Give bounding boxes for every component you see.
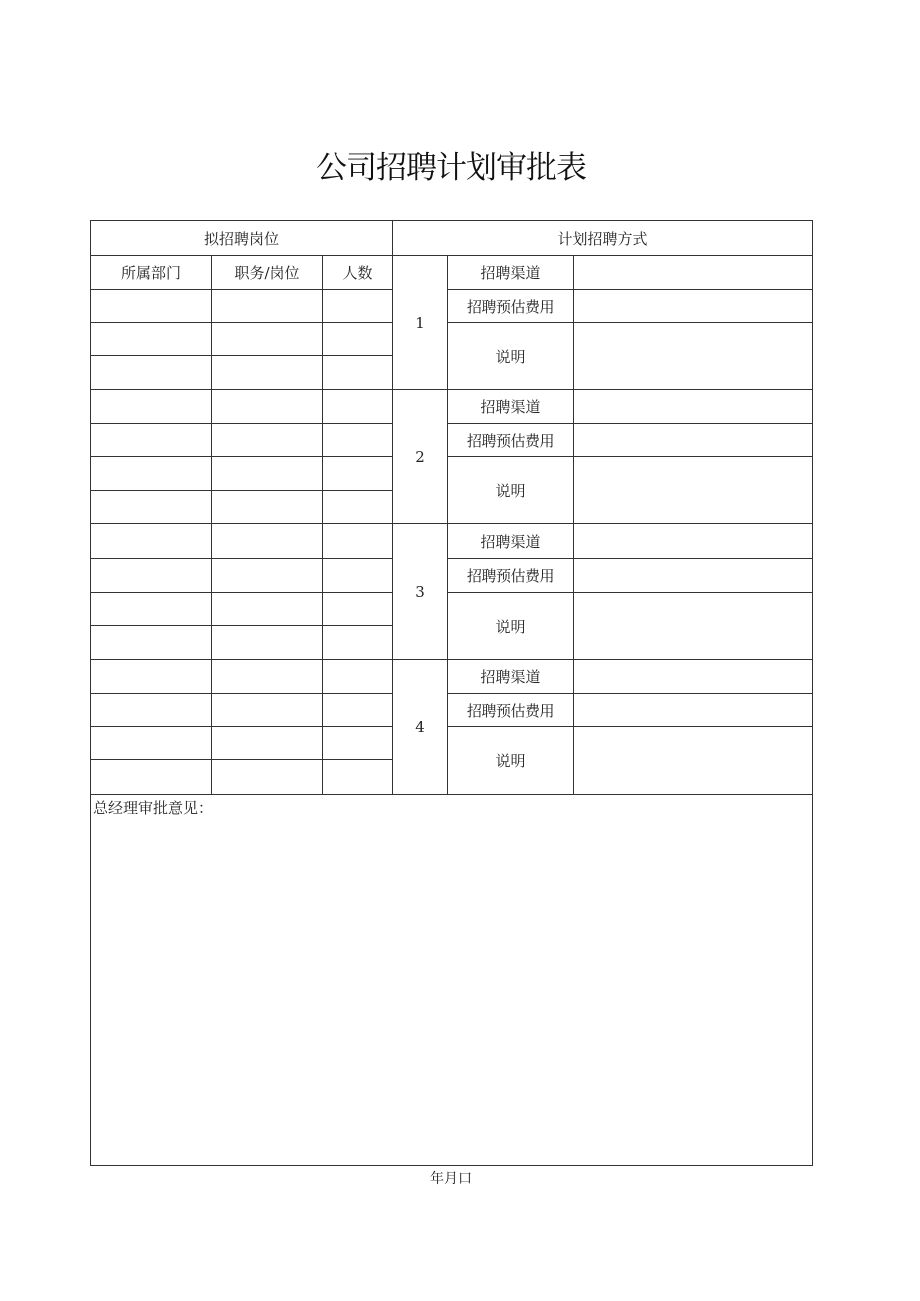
note-value-cell[interactable]	[574, 457, 813, 524]
channel-value-cell[interactable]	[574, 390, 813, 424]
form-title: 公司招聘计划审批表	[316, 150, 586, 186]
table-row	[91, 424, 813, 457]
table-row	[91, 593, 813, 626]
plan-index: 4	[393, 660, 448, 795]
department-cell[interactable]	[91, 626, 212, 660]
headcount-cell[interactable]	[323, 424, 393, 457]
department-cell[interactable]	[91, 593, 212, 626]
proposed-positions-header: 拟招聘岗位	[91, 221, 393, 256]
table-row	[91, 390, 813, 424]
position-cell[interactable]	[212, 626, 323, 660]
department-cell[interactable]	[91, 559, 212, 593]
position-cell[interactable]	[212, 356, 323, 390]
headcount-cell[interactable]	[323, 727, 393, 760]
position-cell[interactable]	[212, 457, 323, 491]
table-row	[91, 323, 813, 356]
channel-value-cell[interactable]	[574, 660, 813, 694]
position-cell[interactable]	[212, 593, 323, 626]
position-cell[interactable]	[212, 491, 323, 524]
date-line: 年月口	[430, 1171, 472, 1187]
headcount-cell[interactable]	[323, 760, 393, 795]
department-cell[interactable]	[91, 760, 212, 795]
recruitment-method-header: 计划招聘方式	[393, 221, 813, 256]
table-row	[91, 727, 813, 760]
channel-value-cell[interactable]	[574, 256, 813, 290]
department-column-header: 所属部门	[91, 256, 212, 290]
cost-value-cell[interactable]	[574, 290, 813, 323]
department-cell[interactable]	[91, 727, 212, 760]
cost-label: 招聘预估费用	[448, 559, 574, 593]
approval-row	[91, 795, 813, 1166]
position-cell[interactable]	[212, 660, 323, 694]
approval-cell[interactable]	[91, 795, 813, 1166]
position-cell[interactable]	[212, 559, 323, 593]
department-cell[interactable]	[91, 290, 212, 323]
note-value-cell[interactable]	[574, 323, 813, 390]
position-cell[interactable]	[212, 760, 323, 795]
headcount-cell[interactable]	[323, 390, 393, 424]
table-row	[91, 290, 813, 323]
table-row	[91, 524, 813, 559]
headcount-cell[interactable]	[323, 457, 393, 491]
department-cell[interactable]	[91, 660, 212, 694]
department-cell[interactable]	[91, 491, 212, 524]
recruitment-plan-table	[90, 220, 813, 1166]
headcount-cell[interactable]	[323, 694, 393, 727]
position-column-header: 职务/岗位	[212, 256, 323, 290]
position-cell[interactable]	[212, 524, 323, 559]
position-cell[interactable]	[212, 424, 323, 457]
headcount-cell[interactable]	[323, 559, 393, 593]
department-cell[interactable]	[91, 323, 212, 356]
header-row	[91, 221, 813, 256]
department-cell[interactable]	[91, 524, 212, 559]
plan-index: 2	[393, 390, 448, 524]
cost-value-cell[interactable]	[574, 694, 813, 727]
department-cell[interactable]	[91, 356, 212, 390]
headcount-cell[interactable]	[323, 660, 393, 694]
channel-label: 招聘渠道	[448, 390, 574, 424]
approval-label: 总经理审批意见：	[93, 799, 214, 817]
headcount-cell[interactable]	[323, 356, 393, 390]
headcount-cell[interactable]	[323, 290, 393, 323]
position-cell[interactable]	[212, 390, 323, 424]
note-label: 说明	[448, 457, 574, 524]
position-cell[interactable]	[212, 323, 323, 356]
note-label: 说明	[448, 593, 574, 660]
note-label: 说明	[448, 727, 574, 795]
department-cell[interactable]	[91, 424, 212, 457]
table-row	[91, 660, 813, 694]
department-cell[interactable]	[91, 390, 212, 424]
headcount-cell[interactable]	[323, 524, 393, 559]
headcount-cell[interactable]	[323, 323, 393, 356]
department-cell[interactable]	[91, 457, 212, 491]
cost-label: 招聘预估费用	[448, 694, 574, 727]
channel-label: 招聘渠道	[448, 256, 574, 290]
plan-index: 1	[393, 256, 448, 390]
cost-label: 招聘预估费用	[448, 290, 574, 323]
cost-label: 招聘预估费用	[448, 424, 574, 457]
department-cell[interactable]	[91, 694, 212, 727]
table-row	[91, 559, 813, 593]
note-value-cell[interactable]	[574, 593, 813, 660]
table-row	[91, 256, 813, 290]
plan-index: 3	[393, 524, 448, 660]
note-label: 说明	[448, 323, 574, 390]
table-row	[91, 457, 813, 491]
headcount-cell[interactable]	[323, 491, 393, 524]
position-cell[interactable]	[212, 290, 323, 323]
note-value-cell[interactable]	[574, 727, 813, 795]
headcount-column-header: 人数	[323, 256, 393, 290]
position-cell[interactable]	[212, 694, 323, 727]
channel-label: 招聘渠道	[448, 524, 574, 559]
headcount-cell[interactable]	[323, 593, 393, 626]
cost-value-cell[interactable]	[574, 424, 813, 457]
table-row	[91, 694, 813, 727]
cost-value-cell[interactable]	[574, 559, 813, 593]
channel-label: 招聘渠道	[448, 660, 574, 694]
headcount-cell[interactable]	[323, 626, 393, 660]
position-cell[interactable]	[212, 727, 323, 760]
channel-value-cell[interactable]	[574, 524, 813, 559]
